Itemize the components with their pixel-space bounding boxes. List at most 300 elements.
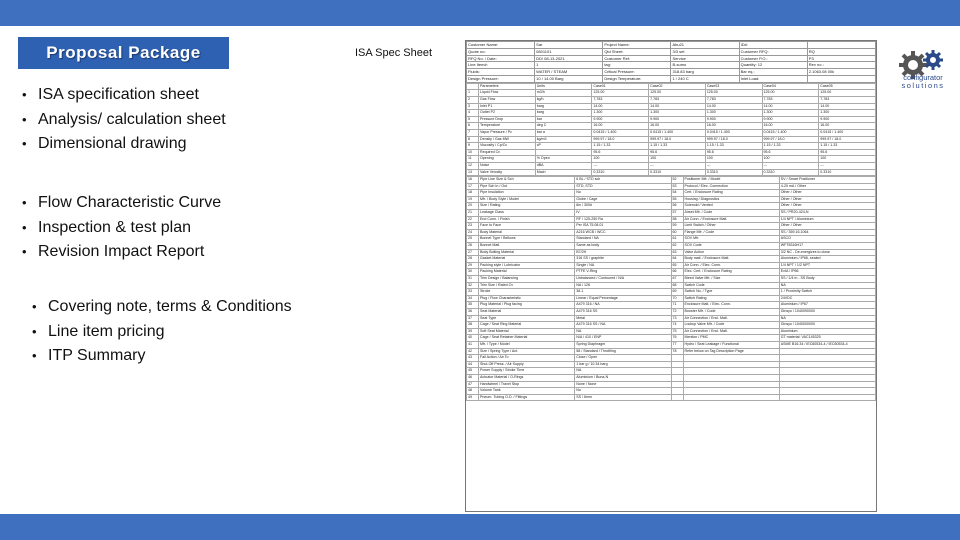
table-row (467, 388, 876, 395)
table-cell: NA (779, 282, 875, 289)
deliverables-list-3 (32, 295, 292, 369)
table-cell: Standard / NA (575, 236, 671, 243)
table-cell: 10 / 14.00 Barg (535, 75, 603, 82)
table-cell: Housing / Diagnostics (683, 196, 779, 203)
table-cell: 6 BL / STD sch (575, 177, 671, 184)
table-cell: 16.00 (819, 123, 876, 130)
table-cell: 46 (467, 374, 479, 381)
table-cell: PTFE V-Ring (575, 269, 671, 276)
table-cell: 73 (671, 315, 683, 322)
table-cell: 9 (467, 143, 479, 150)
table-cell: 5 (467, 116, 479, 123)
table-cell: cP (535, 143, 592, 150)
table-row (467, 355, 876, 362)
table-cell: 75 (671, 328, 683, 335)
table-cell: 95.6 (649, 149, 706, 156)
table-cell: Spring Diaphragm (575, 341, 671, 348)
table-cell: 1.300 (762, 110, 819, 117)
table-cell: 39 (467, 328, 479, 335)
table-cell: 72 (671, 308, 683, 315)
table-cell: 34 (467, 295, 479, 302)
table-cell: Inlet P1 (479, 103, 536, 110)
table-cell: 6in / 300# (575, 203, 671, 210)
table-cell: 66 (671, 269, 683, 276)
table-cell: Leakage Class (479, 210, 575, 217)
table-row (467, 48, 876, 55)
table-cell: Project Name: (603, 42, 671, 49)
table-row (467, 302, 876, 309)
table-cell: Fail Action / Air To (479, 355, 575, 362)
table-cell: Switch Code (683, 282, 779, 289)
table-cell (779, 381, 875, 388)
table-cell: 1/4 NPT / Aluminium (779, 216, 875, 223)
table-cell: SS / 359.16.1064 (779, 229, 875, 236)
table-cell: 100 (649, 156, 706, 163)
table-cell: Airset Mfr. / Code (683, 210, 779, 217)
table-cell: 47 (467, 381, 479, 388)
table-cell: 74 (671, 322, 683, 329)
table-cell: Switch No. / Type (683, 289, 779, 296)
table-cell: 21 (467, 210, 479, 217)
table-cell: Size / Spring Type / Act. (479, 348, 575, 355)
table-cell: Flange Mfr. / Code (683, 229, 779, 236)
table-cell: Refer below on Tag Description Page (683, 348, 779, 355)
table-cell: 42 (467, 348, 479, 355)
table-cell: 0.3310 (592, 169, 649, 176)
table-cell: No (575, 388, 671, 395)
table-cell: Customer RFQ: (739, 48, 807, 55)
table-cell: 4 (467, 110, 479, 117)
table-cell: Body Bolting Material (479, 249, 575, 256)
table-cell: 14.00 (705, 103, 762, 110)
table-cell: Bleed Valve Mfr. / Size (683, 276, 779, 283)
table-cell: GT material: VAC145325 (779, 335, 875, 342)
table-cell: Close / Open (575, 355, 671, 362)
table-cell: 2.1063.08 00k (807, 69, 875, 76)
table-cell: dBA (535, 162, 592, 169)
table-cell: Sar (535, 42, 603, 49)
deliverables-list-2 (22, 191, 221, 265)
table-cell: ASCO (779, 236, 875, 243)
table-cell: 14.00 (592, 103, 649, 110)
table-cell (779, 368, 875, 375)
table-cell: 25 (467, 236, 479, 243)
table-cell: RQ (807, 48, 875, 55)
table-cell: 26 (467, 243, 479, 250)
table-cell: Aluminium / Buna-N (575, 374, 671, 381)
table-cell: Actuator Material / O-Rings (479, 374, 575, 381)
table-cell: m3/h (535, 90, 592, 97)
table-cell: tag: (603, 62, 671, 69)
table-cell (683, 381, 779, 388)
table-row (467, 315, 876, 322)
table-cell: A216 WCB / WCC (575, 229, 671, 236)
table-cell: Positioner Mfr. / Model (683, 177, 779, 184)
table-cell: Viscosity / Cp/Cv (479, 143, 536, 150)
table-cell: Mfr. / Body Style / Model (479, 196, 575, 203)
table-cell: 3 (467, 103, 479, 110)
table-cell: Gasket Material (479, 256, 575, 263)
table-cell: 61 (671, 236, 683, 243)
table-cell (671, 381, 683, 388)
table-cell: WATER / STEAM (535, 69, 603, 76)
table-cell: No (575, 190, 671, 197)
table-cell: bar a (535, 129, 592, 136)
table-cell (683, 368, 779, 375)
table-cell: 0.0415 / 1.400 (592, 129, 649, 136)
table-cell: 100 (705, 156, 762, 163)
table-row (467, 103, 876, 110)
top-banner (0, 0, 960, 26)
table-row (467, 129, 876, 136)
table-cell: ID#: (739, 42, 807, 49)
table-cell: 67 (671, 276, 683, 283)
table-cell: Air Connection / Encl. Matl. (683, 328, 779, 335)
table-cell: 8 (467, 136, 479, 143)
table-cell: 55 (671, 196, 683, 203)
table-cell: 68 (671, 282, 683, 289)
table-cell (779, 388, 875, 395)
table-cell: RF / 125-250 Ra (575, 216, 671, 223)
table-cell: 999.97 / 18.0 (819, 136, 876, 143)
table-cell: 9.900 (649, 116, 706, 123)
list-item: • Line item pricing (32, 320, 292, 345)
table-cell (467, 83, 479, 90)
table-cell: Enclosure Matl. / Elec. Conn. (683, 302, 779, 309)
table-cell: N/A / 410 / ENP (575, 335, 671, 342)
table-cell: 60 (671, 229, 683, 236)
table-cell: 0.0415 / 1.400 (705, 129, 762, 136)
table-cell: Cage / Seat Ring Material (479, 322, 575, 329)
table-cell: A479 316 SS / NA (575, 322, 671, 329)
table-cell: 43 (467, 355, 479, 362)
table-cell: 125.00 (705, 90, 762, 97)
table-cell: 4-20 mA / Other (779, 183, 875, 190)
table-cell: 38 (467, 322, 479, 329)
table-cell: Line Item#: (467, 62, 535, 69)
table-cell: deg C (535, 123, 592, 130)
table-cell: 95.6 (762, 149, 819, 156)
table-cell: ASME B16.34 / IEC60534-4 / IEC60534-4 (779, 341, 875, 348)
table-cell: 29 (467, 262, 479, 269)
table-cell: 95.6 (705, 149, 762, 156)
table-cell: Globe / Cage (575, 196, 671, 203)
table-cell: 1.300 (649, 110, 706, 117)
table-row (467, 96, 876, 103)
table-cell: 13 (467, 169, 479, 176)
table-cell: Bar eq.: (739, 69, 807, 76)
bottom-banner (0, 514, 960, 540)
table-cell: Air Connection / Encl. Matl. (683, 315, 779, 322)
table-cell: 7,783 (705, 96, 762, 103)
table-cell: Service (671, 55, 739, 62)
table-cell: Rev no.: (807, 62, 875, 69)
table-cell: A479 316 SS (575, 308, 671, 315)
table-cell (671, 355, 683, 362)
table-cell: 56 (671, 203, 683, 210)
table-cell: kg/m3 (535, 136, 592, 143)
table-cell: Parameters (479, 83, 536, 90)
table-cell: 49 (467, 394, 479, 401)
table-cell: 78 (671, 348, 683, 355)
table-cell: % Open (535, 156, 592, 163)
table-cell: A479 316 / NA (575, 302, 671, 309)
table-cell: Per ISA 75.08.01 (575, 223, 671, 230)
table-row (467, 282, 876, 289)
table-cell: Abu21 (671, 42, 739, 49)
table-cell: Switch Rating (683, 295, 779, 302)
table-row (467, 116, 876, 123)
list-item: • Analysis/ calculation sheet (22, 108, 226, 133)
table-cell: B7/2H (575, 249, 671, 256)
table-cell: 24VDC (779, 295, 875, 302)
table-cell: Unbalanced / Contoured / N/A (575, 276, 671, 283)
table-cell: 1.15 / 1.33 (819, 143, 876, 150)
table-row (467, 249, 876, 256)
table-row (467, 276, 876, 283)
table-cell: Packing style / Lubricator (479, 262, 575, 269)
table-cell: 22 (467, 216, 479, 223)
table-cell: 32 (467, 282, 479, 289)
table-cell: 3/3 set (671, 48, 739, 55)
table-cell: 0.3310 (762, 169, 819, 176)
table-cell: None / None (575, 381, 671, 388)
table-row (467, 262, 876, 269)
table-cell: SS / 6mm (575, 394, 671, 401)
table-cell: 0.3310 (649, 169, 706, 176)
table-cell: Customer P.O.: (739, 55, 807, 62)
table-cell: Body Material (479, 229, 575, 236)
table-cell: Volume Tank (479, 388, 575, 395)
table-cell: Case01 (592, 83, 649, 90)
table-row (467, 381, 876, 388)
table-cell: 18 (467, 190, 479, 197)
table-cell: Case05 (819, 83, 876, 90)
table-cell: 1.15 / 1.33 (592, 143, 649, 150)
table-cell: 0.0415 / 1.400 (819, 129, 876, 136)
table-cell: --- (762, 162, 819, 169)
table-cell: 14.00 (819, 103, 876, 110)
table-cell: 28 (467, 256, 479, 263)
table-cell: 48 (467, 388, 479, 395)
table-cell: 1 bar g / 10.34 barg (575, 361, 671, 368)
table-row (467, 136, 876, 143)
table-cell: Valve Velocity (479, 169, 536, 176)
table-cell: 31 (467, 276, 479, 283)
table-cell: Opening (479, 156, 536, 163)
table-cell: 1.15 / 1.33 (705, 143, 762, 150)
table-cell: SOV Code (683, 243, 779, 250)
table-cell: Seat Material (479, 308, 575, 315)
table-cell: 54 (671, 190, 683, 197)
table-cell: Plug / Flow Characteristic (479, 295, 575, 302)
table-cell: 16.00 (592, 123, 649, 130)
table-cell: ExIA / IP66 (779, 269, 875, 276)
table-row (467, 90, 876, 97)
table-cell: 41 (467, 341, 479, 348)
table-cell: 0.3310 (705, 169, 762, 176)
table-cell (683, 355, 779, 362)
table-cell: 0.3310 (819, 169, 876, 176)
table-cell: barg (535, 110, 592, 117)
table-cell (683, 361, 779, 368)
table-row (467, 361, 876, 368)
table-row (467, 69, 876, 76)
table-row (467, 223, 876, 230)
list-item: • Dimensional drawing (22, 132, 226, 157)
table-cell: Noise (479, 162, 536, 169)
table-cell: Cage / Seat Retainer Material (479, 335, 575, 342)
table-cell: 9.900 (705, 116, 762, 123)
table-cell (779, 374, 875, 381)
company-logo-text: configurator solutions (901, 73, 945, 90)
table-cell: 44 (467, 361, 479, 368)
table-cell: WFT8316H17 (779, 243, 875, 250)
table-cell: NA (575, 368, 671, 375)
table-cell: Fluids: (467, 69, 535, 76)
table-cell: bar (535, 116, 592, 123)
table-cell: Pneum. Tubing O.D. / Fittings (479, 394, 575, 401)
table-row (467, 177, 876, 184)
table-cell: Inlet Load: (739, 75, 807, 82)
table-cell (683, 394, 779, 401)
table-cell: 58 / Standard / Throttling (575, 348, 671, 355)
table-cell: 7,783 (592, 96, 649, 103)
table-cell: 19 (467, 196, 479, 203)
table-cell: IV (575, 210, 671, 217)
table-row (467, 42, 876, 49)
table-row (467, 348, 876, 355)
table-cell: Qtd Sheet: (603, 48, 671, 55)
table-row (467, 374, 876, 381)
table-cell: 0.0415 / 1.400 (649, 129, 706, 136)
table-cell: STD, STD (575, 183, 671, 190)
table-cell: 20 (467, 203, 479, 210)
table-cell (671, 394, 683, 401)
table-cell (779, 394, 875, 401)
table-cell: 62 (671, 243, 683, 250)
table-cell: Size / Rating (479, 203, 575, 210)
table-cell: 125.00 (819, 90, 876, 97)
table-cell: 65 (671, 262, 683, 269)
table-cell: Units (535, 83, 592, 90)
table-row (467, 83, 876, 90)
table-row (467, 190, 876, 197)
table-row (467, 210, 876, 217)
table-cell: 59 (671, 223, 683, 230)
table-cell: Case02 (649, 83, 706, 90)
table-cell: Trim Design / Balancing (479, 276, 575, 283)
table-cell: Stroke (479, 289, 575, 296)
table-cell: Required Cv (479, 149, 536, 156)
table-cell: 57 (671, 210, 683, 217)
table-cell: SS / 1/4 in - SS Body (779, 276, 875, 283)
table-cell: 23 (467, 223, 479, 230)
table-row (467, 322, 876, 329)
table-cell: 63 (671, 249, 683, 256)
table-cell: Handwheel / Travel Stop (479, 381, 575, 388)
table-cell: Temperature (479, 123, 536, 130)
table-cell: 52 (671, 177, 683, 184)
table-cell: 318.83 barg (671, 69, 739, 76)
table-cell: Pipe Line Size & Sch (479, 177, 575, 184)
table-cell: 95.6 (819, 149, 876, 156)
table-cell: --- (592, 162, 649, 169)
table-cell: NA / 126 (575, 282, 671, 289)
table-cell: Single / NA (575, 262, 671, 269)
table-cell: 24 (467, 229, 479, 236)
table-row (467, 110, 876, 117)
list-item: • Inspection & test plan (22, 216, 221, 241)
table-cell: 999.97 / 18.0 (705, 136, 762, 143)
table-cell: 316 SS / graphite (575, 256, 671, 263)
table-cell: 1.15 / 1.33 (762, 143, 819, 150)
table-cell: 12 (467, 162, 479, 169)
table-cell: 1.300 (705, 110, 762, 117)
table-cell: 77 (671, 341, 683, 348)
table-cell: Other / Other (779, 190, 875, 197)
table-cell: 11 (467, 156, 479, 163)
table-cell: Design Pressure: (467, 75, 535, 82)
table-cell: 14.00 (649, 103, 706, 110)
table-cell: Case03 (705, 83, 762, 90)
table-cell: Pipe Insulation (479, 190, 575, 197)
table-cell: Ginsyo / 1040090000 (779, 308, 875, 315)
table-cell: Other / Other (779, 203, 875, 210)
table-cell (683, 374, 779, 381)
table-row (467, 335, 876, 342)
table-cell: Customer Ref: (603, 55, 671, 62)
table-cell: 100 (592, 156, 649, 163)
table-cell: 3/2 NC - De-energizes to close (779, 249, 875, 256)
table-cell: 1 / Proximity Switch (779, 289, 875, 296)
table-cell (671, 368, 683, 375)
table-cell: Ginsyo / 1040000000 (779, 322, 875, 329)
table-cell (779, 361, 875, 368)
table-cell: Gas Flow (479, 96, 536, 103)
table-row (467, 55, 876, 62)
table-cell: 7,783 (649, 96, 706, 103)
table-cell: Lockup Valve Mfr. / Code (683, 322, 779, 329)
table-cell: 125.00 (592, 90, 649, 97)
table-cell: 999.97 / 18.0 (592, 136, 649, 143)
table-cell: 6 (467, 123, 479, 130)
table-cell (683, 388, 779, 395)
table-cell: 2 (467, 96, 479, 103)
table-cell: 125.00 (762, 90, 819, 97)
table-cell: Power Supply / Stroke Time (479, 368, 575, 375)
table-cell (671, 374, 683, 381)
table-row (467, 269, 876, 276)
page-title: Proposal Package (18, 37, 229, 69)
table-cell: 38.1 (575, 289, 671, 296)
table-cell (779, 348, 875, 355)
table-row (467, 328, 876, 335)
table-cell: Solenoid / Vented (683, 203, 779, 210)
table-cell: Vapor Pressure / Pc (479, 129, 536, 136)
table-row (467, 236, 876, 243)
table-cell: Customer Name: (467, 42, 535, 49)
table-cell: Mention / PMC (683, 335, 779, 342)
table-cell: Seat Type (479, 315, 575, 322)
table-cell: 1 (467, 90, 479, 97)
table-cell: DD/ 08-13-2021 (535, 55, 603, 62)
table-cell: Pipe Sch In / Out (479, 183, 575, 190)
isa-spec-sheet-image (465, 40, 877, 512)
table-cell (671, 388, 683, 395)
table-cell: 7 (467, 129, 479, 136)
table-cell: 27 (467, 249, 479, 256)
